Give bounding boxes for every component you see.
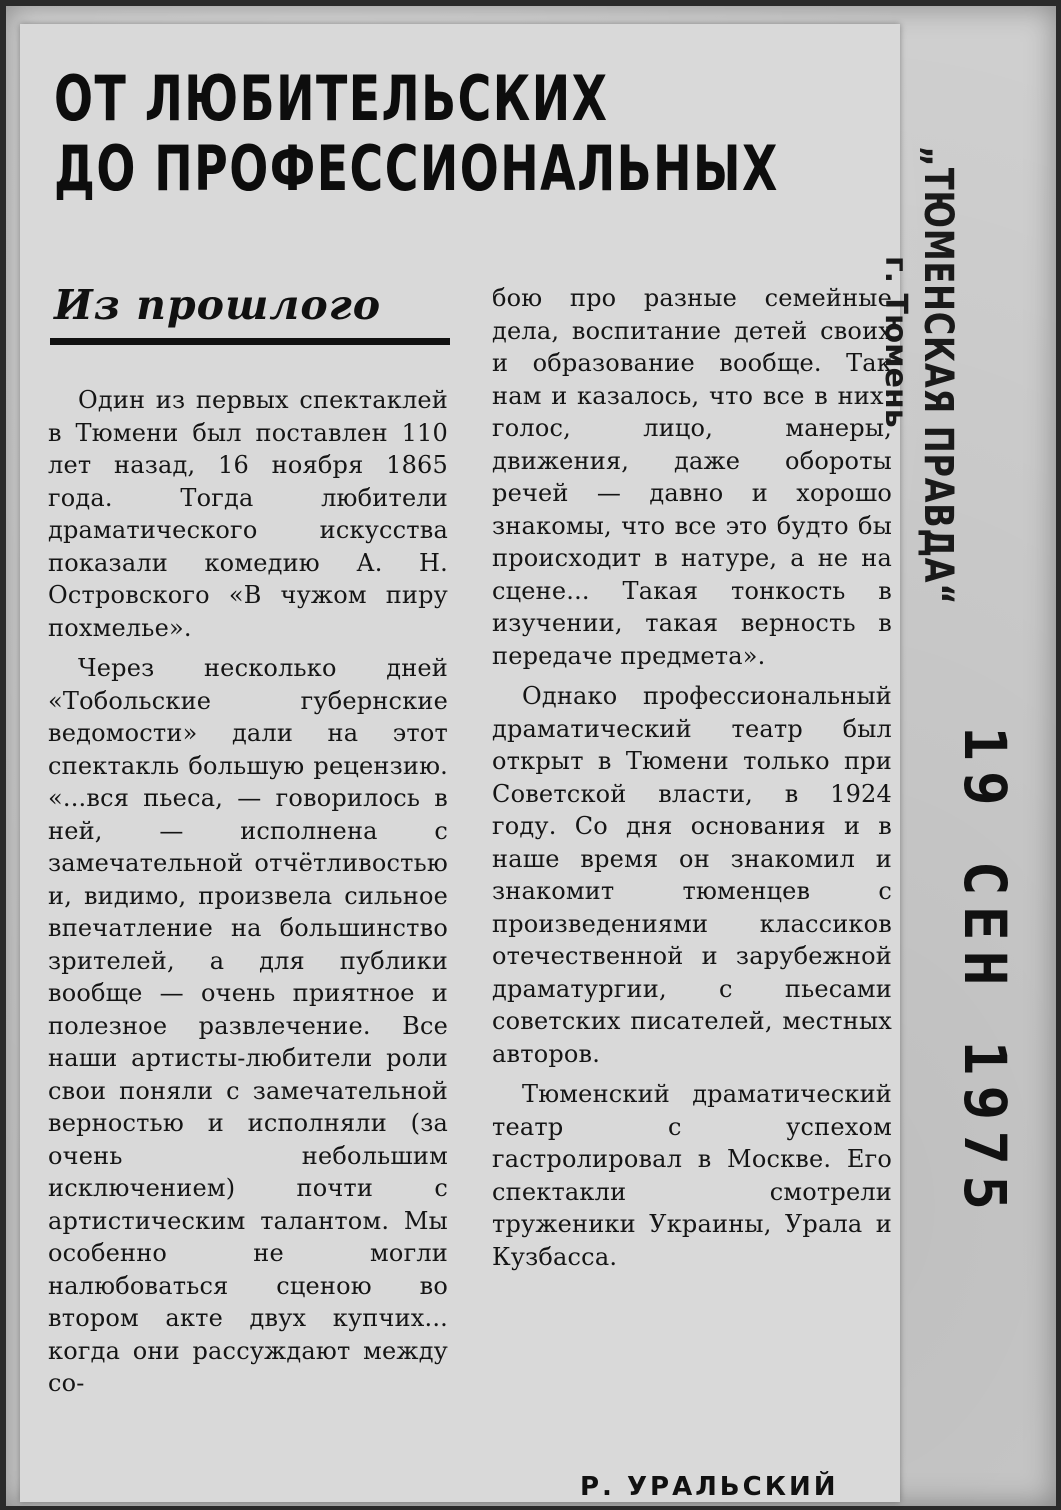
right-column — [492, 282, 892, 1273]
stamp-newspaper-name: „ТЮМЕНСКАЯ ПРАВДА“ — [915, 146, 961, 606]
article-headline — [54, 64, 779, 204]
right-paragraph-3: Тюменский драматический театр с успехом гастролировал в Москве. Его спектакли смотрели труженики Украины, Урала и Кузбасса. — [492, 1080, 892, 1271]
stamp-city: г. Тюмень — [878, 256, 913, 428]
left-paragraph-2: Через несколько дней «Тобольские губернские ведомости» дали на этот спектакль большую рецензию. «...вся пьеса, — говорилось в ней, — исполнена с замечательной отчётливостью и, видимо, произвела сильное впечатление на большинство зрителей, а для публики вообще — очень приятное и полезное развлечение. Все наши артисты-любители роли свои поняли с замечательной верностью и исполняли (за очень небольшим исключением) почти с артистическим талантом. Мы особенно не могли налюбоваться сценою во втором акте двух купчих... когда они рассуждают между со- — [48, 654, 448, 1397]
date-stamp: 19 СЕН 1975 — [951, 726, 1019, 1221]
left-paragraph-1: Один из первых спектаклей в Тюмени был поставлен 110 лет назад, 16 ноября 1865 года. Тогда любители драматического искусства показали комедию А. Н. Островского «В чужом пиру похмелье». — [48, 386, 448, 642]
section-subheading: Из прошлого — [54, 281, 382, 329]
right-continuation: бою про разные семейные дела, воспитание детей своих и образование вообще. Так нам и казалось, что все в них: голос, лицо, манеры, движения, даже обороты речей — давно и хорошо знакомы, что все это будто бы происходит в натуре, а не на сцене... Такая тонкость в изучении, такая верность в передаче предмета». — [492, 284, 892, 670]
headline-line-1: ОТ ЛЮБИТЕЛЬСКИХ — [54, 62, 609, 135]
right-paragraph-2: Однако профессиональный драматический театр был открыт в Тюмени только при Советской власти, в 1924 году. Со дня основания и в наше время он знакомил и знакомит тюменцев с произведениями классиков отечественной и зарубежной драматургии, с пьесами советских писателей, местных авторов. — [492, 682, 892, 1068]
left-column — [48, 384, 448, 1400]
scan-background — [6, 6, 1056, 1506]
subheading-underline — [50, 338, 450, 345]
newspaper-clipping — [20, 24, 900, 1502]
headline-line-2: ДО ПРОФЕССИОНАЛЬНЫХ — [54, 132, 779, 205]
author-signature: Р. УРАЛЬСКИЙ — [580, 1472, 839, 1502]
